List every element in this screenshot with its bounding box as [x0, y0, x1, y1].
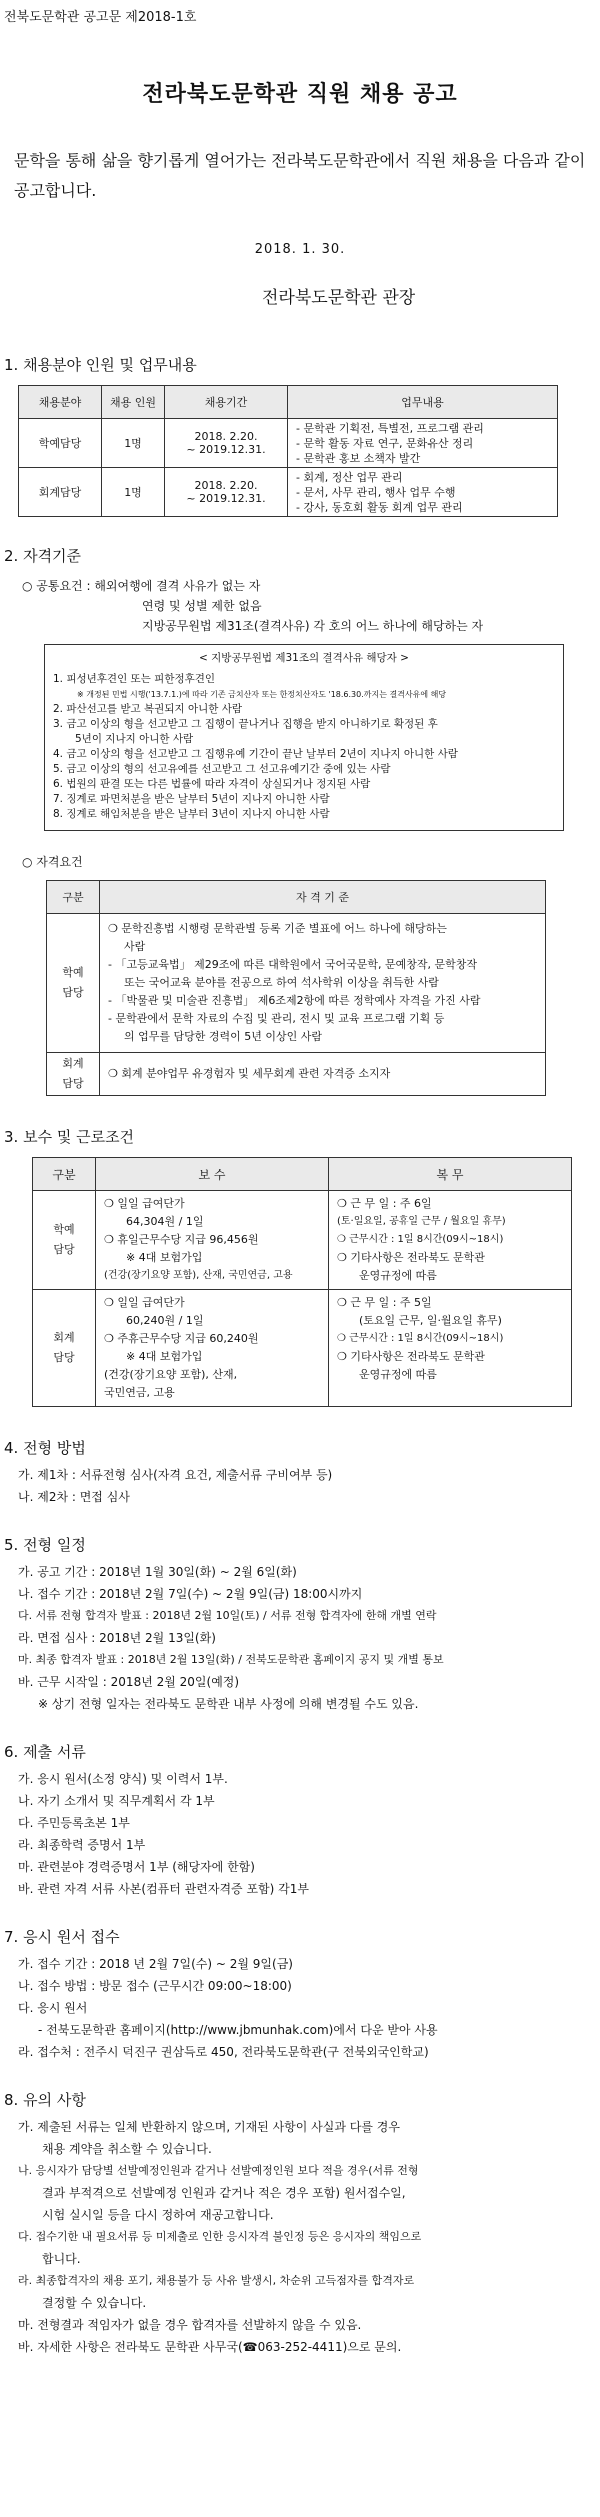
table-row — [47, 1053, 546, 1096]
recruitment-table — [18, 385, 558, 517]
period-cell: 2018. 2.20. ~ 2019.12.31. — [165, 468, 288, 517]
section-heading: 7. 응시 원서 접수 — [4, 1928, 120, 1946]
work-cell: ❍ 근 무 일 : 주 5일 (토요일 근무, 일·월요일 휴무) ❍ 근무시간 : 1일 8시간(09시~18시) ❍ 기타사항은 전라북도 문학관 운영규정에 따름 — [329, 1290, 572, 1407]
section-heading: 1. 채용분야 인원 및 업무내용 — [4, 356, 197, 374]
col-header: 채용 인원 — [102, 386, 165, 419]
notice-page — [0, 6, 600, 2368]
field-cell: 학예담당 — [19, 419, 102, 468]
pay-cell: ❍ 일일 급여단가 60,240원 / 1일 ❍ 주휴근무수당 지급 60,240원 ※ 4대 보험가입 (건강(장기요양 포함), 산재, 국민연금, 고용 — [96, 1290, 329, 1407]
list-item: 나. 제2차 : 면접 심사 — [18, 1490, 130, 1504]
pay-table — [32, 1157, 572, 1407]
list-item: 채용 계약을 취소할 수 있습니다. — [42, 2142, 212, 2156]
list-item: 2. 파산선고를 받고 복권되지 아니한 사람 — [53, 703, 242, 715]
section-heading: 3. 보수 및 근로조건 — [4, 1128, 135, 1146]
list-item: 4. 금고 이상의 형을 선고받고 그 집행유예 기간이 끝난 날부터 2년이 지나지 아니한 사람 — [53, 748, 458, 760]
schedule-list — [18, 1561, 600, 1715]
qualification-table — [46, 880, 546, 1096]
list-item: 3. 금고 이상의 형을 선고받고 그 집행이 끝나거나 집행을 받지 아니하기로 확정된 후 — [53, 718, 438, 730]
work-cell: ❍ 근 무 일 : 주 6일 (토·일요일, 공휴일 근무 / 월요일 휴무) ❍ 근무시간 : 1일 8시간(09시~18시) ❍ 기타사항은 전라북도 문학관 운영규정에 따름 — [329, 1191, 572, 1290]
list-item: 5. 금고 이상의 형의 선고유예를 선고받고 그 선고유예기간 중에 있는 사람 — [53, 763, 391, 775]
list-item: 라. 최종합격자의 채용 포기, 채용불가 등 사유 발생시, 차순위 고득점자를 합격자로 — [18, 2274, 415, 2287]
section-qualifications — [4, 545, 600, 1096]
documents-list — [18, 1768, 600, 1900]
col-header: 업무내용 — [288, 386, 558, 419]
list-item: 라. 접수처 : 전주시 덕진구 권삼득로 450, 전라북도문학관(구 전북외국인학교) — [18, 2045, 429, 2059]
row-label: 회계 담당 — [47, 1053, 100, 1096]
list-item: - 전북도문학관 홈페이지(http://www.jbmunhak.com)에서 다운 받아 사용 — [38, 2023, 438, 2037]
list-item: 다. 응시 원서 — [18, 2001, 88, 2015]
period-cell: 2018. 2.20. ~ 2019.12.31. — [165, 419, 288, 468]
section-notes — [4, 2089, 600, 2358]
field-cell: 회계담당 — [19, 468, 102, 517]
section-heading: 5. 전형 일정 — [4, 1536, 86, 1554]
list-item: 가. 접수 기간 : 2018 년 2월 7일(수) ~ 2월 9일(금) — [18, 1957, 293, 1971]
list-item: 나. 접수 방법 : 방문 접수 (근무시간 09:00~18:00) — [18, 1979, 292, 1993]
section-recruitment — [4, 354, 600, 517]
list-item: 바. 근무 시작일 : 2018년 2월 20일(예정) — [18, 1675, 240, 1689]
row-label: 학예 담당 — [47, 914, 100, 1053]
list-item: 라. 면접 심사 : 2018년 2월 13일(화) — [18, 1631, 216, 1645]
list-item: 라. 최종학력 증명서 1부 — [18, 1838, 146, 1852]
notes-list — [18, 2116, 600, 2358]
notice-date: 2018. 1. 30. — [254, 242, 346, 257]
list-item: 마. 관련분야 경력증명서 1부 (해당자에 한함) — [18, 1860, 255, 1874]
row-label: 회계 담당 — [33, 1290, 96, 1407]
list-item: 나. 응시자가 담당별 선발예정인원과 같거나 선발예정인원 보다 적을 경우(서류 전형 — [18, 2164, 419, 2177]
list-item: 바. 자세한 사항은 전라북도 문학관 사무국(☎063-252-4411)으로 문의. — [18, 2340, 402, 2354]
col-header: 보 수 — [96, 1158, 329, 1191]
common-requirements: ○ 공통요건 : 해외여행에 결격 사유가 없는 자 연령 및 성별 제한 없음 지방공무원법 제31조(결격사유) 각 호의 어느 하나에 해당하는 자 — [22, 579, 484, 633]
list-item: 다. 서류 전형 합격자 발표 : 2018년 2월 10일(토) / 서류 전형 합격자에 한해 개별 연락 — [18, 1609, 437, 1622]
pay-cell: ❍ 일일 급여단가 64,304원 / 1일 ❍ 휴일근무수당 지급 96,456원 ※ 4대 보험가입 (건강(장기요양 포함), 산재, 국민연금, 고용 — [96, 1191, 329, 1290]
section-heading: 6. 제출 서류 — [4, 1743, 86, 1761]
list-item: 가. 제1차 : 서류전형 심사(자격 요건, 제출서류 구비여부 등) — [18, 1468, 333, 1482]
duty-cell: - 회계, 정산 업무 관리 - 문서, 사무 관리, 행사 업무 수행 - 강사, 동호회 활동 회계 업무 관리 — [288, 468, 558, 517]
qual-cell: ❍ 문학진흥법 시행령 문학관별 등록 기준 별표에 어느 하나에 해당하는 사람 - 「고등교육법」 제29조에 따른 대학원에서 국어국문학, 문예창작, 문학창작 또는 국어교육 분야를 전공으로 하여 석사학위 이상을 취득한 사람 - 「박물관 및 미술관 진흥법」 제6조제2항에 따른 정학예사 자격을 가진 사람 - 문학관에서 문학 자료의 수집 및 관리, 전시 및 교육 프로그램 기획 등 의 업무를 담당한 경력이 5년 이상인 사람 — [100, 914, 546, 1053]
list-item: 나. 접수 기간 : 2018년 2월 7일(수) ~ 2월 9일(금) 18:00시까지 — [18, 1587, 363, 1601]
list-item: 가. 공고 기간 : 2018년 1월 30일(화) ~ 2월 6일(화) — [18, 1565, 297, 1579]
section-heading: 8. 유의 사항 — [4, 2091, 86, 2109]
list-item: 다. 접수기한 내 필요서류 등 미제출로 인한 응시자격 불인정 등은 응시자의 책임으로 — [18, 2230, 422, 2243]
list-item-cont: 5년이 지나지 아니한 사람 — [75, 733, 194, 745]
list-item: 바. 관련 자격 서류 사본(컴퓨터 관련자격증 포함) 각1부 — [18, 1882, 309, 1896]
list-item: 다. 주민등록초본 1부 — [18, 1816, 130, 1830]
section-selection — [4, 1437, 600, 1508]
col-header: 자 격 기 준 — [100, 881, 546, 914]
section-heading: 2. 자격기준 — [4, 547, 82, 565]
table-row — [33, 1290, 572, 1407]
list-item: 결정할 수 있습니다. — [42, 2296, 147, 2310]
list-item: 마. 전형결과 적임자가 없을 경우 합격자를 선발하지 않을 수 있음. — [18, 2318, 362, 2332]
list-item: 1. 피성년후견인 또는 피한정후견인 — [53, 673, 216, 685]
table-row — [33, 1191, 572, 1290]
section-application — [4, 1926, 600, 2063]
count-cell: 1명 — [102, 468, 165, 517]
list-item: 결과 부적격으로 선발예정 인원과 같거나 적은 경우 포함) 원서접수일, — [42, 2186, 406, 2200]
duty-cell: - 문학관 기획전, 특별전, 프로그램 관리 - 문학 활동 자료 연구, 문화유산 정리 - 문학관 홍보 소책자 발간 — [288, 419, 558, 468]
col-header: 구분 — [47, 881, 100, 914]
list-item: 시험 실시일 등을 다시 정하여 재공고합니다. — [42, 2208, 274, 2222]
application-list — [18, 1953, 600, 2063]
list-item: 가. 응시 원서(소정 양식) 및 이력서 1부. — [18, 1772, 228, 1786]
list-note: ※ 상기 전형 일자는 전라북도 문학관 내부 사정에 의해 변경될 수도 있음. — [38, 1697, 419, 1711]
selection-list — [18, 1464, 600, 1508]
col-header: 구분 — [33, 1158, 96, 1191]
box-title: < 지방공무원법 제31조의 결격사유 해당자 > — [199, 652, 409, 664]
section-pay — [4, 1126, 600, 1407]
disqualification-box — [44, 644, 564, 831]
section-documents — [4, 1741, 600, 1900]
col-header: 채용기간 — [165, 386, 288, 419]
qual-cell: ❍ 회계 분야업무 유경험자 및 세무회계 관련 자격증 소지자 — [100, 1053, 546, 1096]
section-heading: 4. 전형 방법 — [4, 1439, 86, 1457]
document-number: 전북도문학관 공고문 제2018-1호 — [4, 10, 197, 25]
page-title: 전라북도문학관 직원 채용 공고 — [142, 82, 458, 107]
issuer-name: 전라북도문학관 관장 — [262, 288, 416, 308]
row-label: 학예 담당 — [33, 1191, 96, 1290]
list-item: 7. 징계로 파면처분을 받은 날부터 5년이 지나지 아니한 사람 — [53, 793, 330, 805]
section-schedule — [4, 1534, 600, 1715]
intro-text: 문학을 통해 삶을 향기롭게 열어가는 전라북도문학관에서 직원 채용을 다음과 같이 공고합니다. — [14, 151, 586, 200]
col-header: 복 무 — [329, 1158, 572, 1191]
list-item: 나. 자기 소개서 및 직무계획서 각 1부 — [18, 1794, 215, 1808]
list-item: 마. 최종 합격자 발표 : 2018년 2월 13일(화) / 전북도문학관 홈페이지 공지 및 개별 통보 — [18, 1653, 444, 1666]
qual-title: ○ 자격요건 — [22, 855, 83, 869]
count-cell: 1명 — [102, 419, 165, 468]
table-row — [19, 468, 558, 517]
table-row — [19, 419, 558, 468]
list-item: 6. 법원의 판결 또는 다른 법률에 따라 자격이 상실되거나 정지된 사람 — [53, 778, 371, 790]
table-row — [47, 914, 546, 1053]
list-item: 합니다. — [42, 2252, 81, 2266]
list-item: 가. 제출된 서류는 일체 반환하지 않으며, 기재된 사항이 사실과 다를 경우 — [18, 2120, 400, 2134]
box-note: ※ 개정된 민법 시행('13.7.1.)에 따라 기존 금치산자 또는 한정치산자도 '18.6.30.까지는 결격사유에 해당 — [77, 690, 447, 699]
col-header: 채용분야 — [19, 386, 102, 419]
list-item: 8. 징계로 해임처분을 받은 날부터 3년이 지나지 아니한 사람 — [53, 808, 330, 820]
